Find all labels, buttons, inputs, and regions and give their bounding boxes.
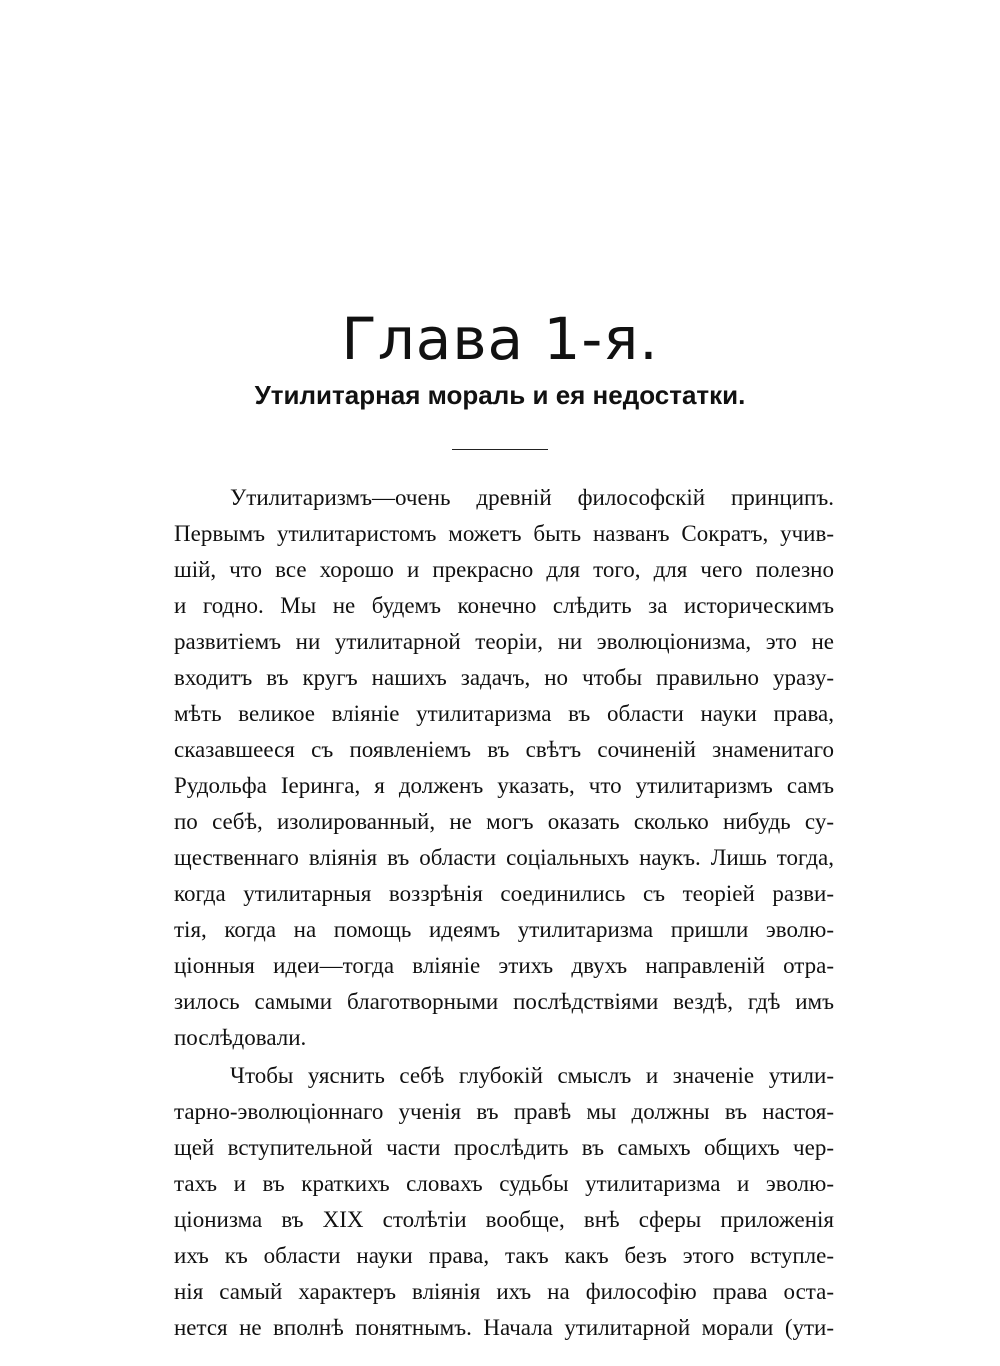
text-line: мѣть великое вліяніе утилитаризма въ области науки права, [174,701,834,726]
paragraph-1 [174,480,834,1056]
text-line: когда утилитарныя воззрѣнія соединились съ теоріей разви- [174,881,834,906]
text-line: Первымъ утилитаристомъ можетъ быть названъ Сократъ, учив- [174,521,834,546]
text-line: ихъ къ области науки права, такъ какъ безъ этого вступле- [174,1243,834,1268]
text-line: Чтобы уяснить себѣ глубокій смыслъ и значеніе утили- [230,1063,834,1088]
text-line: щей вступительной части прослѣдить въ самыхъ общихъ чер- [174,1135,834,1160]
text-line: ціонныя идеи—тогда вліяніе этихъ двухъ направленій отра- [174,953,834,978]
text-line: шій, что все хорошо и прекрасно для того, для чего полезно [174,557,834,582]
text-line: развитіемъ ни утилитарной теоріи, ни эволюціонизма, это не [174,629,834,654]
paragraph-2 [174,1058,834,1346]
body-text [174,480,834,1346]
text-line: ціонизма въ XIX столѣтіи вообще, внѣ сферы приложенія [174,1207,834,1232]
chapter-title: Глава 1-я. [341,305,659,373]
text-line: щественнаго вліянія въ области соціальныхъ наукъ. Лишь тогда, [174,845,834,870]
text-line: Утилитаризмъ—очень древній философскій принципъ. [230,485,834,510]
text-line: тарно-эволюціоннаго ученія въ правѣ мы должны въ настоя- [174,1099,834,1124]
text-line: по себѣ, изолированный, не могъ оказать сколько нибудь су- [174,809,834,834]
text-line: нія самый характеръ вліянія ихъ на философію права оста- [174,1279,834,1304]
text-line: входитъ въ кругъ нашихъ задачъ, но чтобы правильно уразу- [174,665,834,690]
text-line: нется не вполнѣ понятнымъ. Начала утилитарной морали (ути- [174,1315,834,1340]
chapter-subtitle: Утилитарная мораль и ея недостатки. [254,380,746,410]
text-line: сказавшееся съ появленіемъ въ свѣтъ сочиненій знаменитаго [174,737,834,762]
text-line: зилось самыми благотворными послѣдствіями вездѣ, гдѣ имъ [174,989,834,1014]
title-divider [452,449,548,450]
text-line: Рудольфа Іеринга, я долженъ указать, что утилитаризмъ самъ [174,773,834,798]
text-line: и годно. Мы не будемъ конечно слѣдить за историческимъ [174,593,834,618]
text-line: послѣдовали. [174,1025,307,1050]
text-line: тія, когда на помощь идеямъ утилитаризма пришли эволю- [174,917,834,942]
text-line: тахъ и въ краткихъ словахъ судьбы утилитаризма и эволю- [174,1171,834,1196]
